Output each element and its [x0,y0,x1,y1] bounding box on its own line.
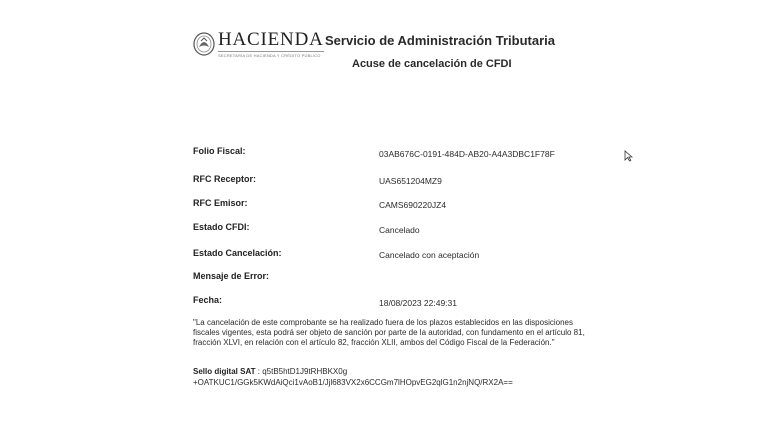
doc-title: Acuse de cancelación de CFDI [352,58,512,70]
eagle-seal-icon [193,32,215,56]
sello-separator: : [255,367,263,376]
estado-cfdi-label: Estado CFDI: [193,222,250,232]
mouse-cursor-icon [624,150,633,162]
estado-cancelacion-label: Estado Cancelación: [193,248,282,258]
rfc-emisor-value: CAMS690220JZ4 [379,200,447,210]
rfc-emisor-label: RFC Emisor: [193,198,248,208]
logo-subtext: SECRETARÍA DE HACIENDA Y CRÉDITO PÚBLICO [218,51,324,58]
rfc-receptor-label: RFC Receptor: [193,174,257,184]
sello-digital-label: Sello digital SAT [193,367,256,376]
estado-cancelacion-value: Cancelado con aceptación [379,250,480,260]
sello-digital-value-1: q5tB5htD1J9tRHBKX0g [262,367,348,376]
folio-fiscal-label: Folio Fiscal: [193,146,246,156]
logo-name: HACIENDA [218,29,324,50]
fecha-label: Fecha: [193,295,223,305]
folio-fiscal-value: 03AB676C-0191-484D-AB20-A4A3DBC1F78F [379,149,555,159]
sello-digital-value-2: +OATKUC1/GGk5KWdAiQci1vAoB1/Jjl683VX2x6CCGm7lHOpvEG2qlG1n2njNQ/RX2A== [193,378,513,387]
estado-cfdi-value: Cancelado [379,225,420,235]
hacienda-logo [193,30,324,58]
sello-digital-line1 [193,367,347,376]
rfc-receptor-value: UAS651204MZ9 [379,176,442,186]
cancellation-legend: "La cancelación de este comprobante se ha realizado fuera de los plazos establecidos en las disposiciones fiscales vigentes, esta podrá ser objeto de sanción por parte de la autoridad, con fundamento en el artículo 81, fracción XLVI, en relación con el artículo 82, fracción XLII, ambos del Código Fiscal de la Federación." [193,318,585,347]
mensaje-error-label: Mensaje de Error: [193,271,270,281]
fecha-value: 18/08/2023 22:49:31 [379,298,457,308]
org-title: Servicio de Administración Tributaria [325,33,555,48]
